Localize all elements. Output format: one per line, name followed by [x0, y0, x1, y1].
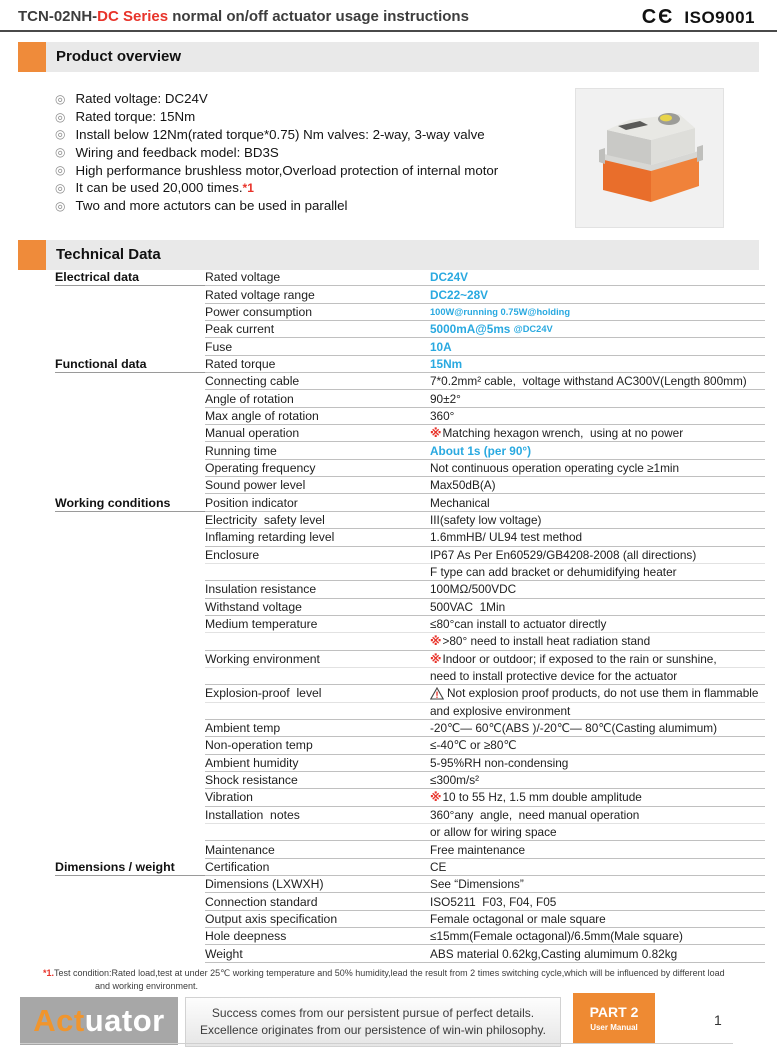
category-cell [55, 529, 205, 546]
table-row [55, 772, 765, 789]
category-cell [55, 893, 205, 910]
value-text: ≤80°can install to actuator directly [430, 617, 607, 632]
category-cell [55, 390, 205, 407]
value-text: @DC24V [513, 324, 553, 335]
value-cell [430, 651, 765, 668]
value-text: Not continuous operation operating cycle ≥1min [430, 460, 680, 475]
slogan-box [185, 997, 561, 1047]
table-row [55, 390, 765, 407]
feature-item [55, 161, 555, 179]
technical-table [55, 269, 765, 963]
value-cell [430, 373, 765, 390]
property-cell: Vibration [205, 789, 430, 806]
table-row [55, 841, 765, 858]
value-text: CE [430, 859, 447, 874]
value-text: ※ [430, 426, 442, 441]
property-cell: Certification [205, 859, 430, 876]
value-text: and explosive environment [430, 703, 571, 718]
warning-icon [430, 687, 444, 700]
ring-bullet-icon: ◎ [55, 163, 66, 178]
value-cell [430, 408, 765, 425]
value-text: 1.6mmHB/ UL94 test method [430, 530, 583, 545]
category-cell [55, 668, 205, 685]
value-text: ≤15mm(Female octagonal)/6.5mm(Male square) [430, 929, 683, 944]
value-cell [430, 928, 765, 945]
table-row [55, 789, 765, 806]
value-text: 360°any angle, need manual operation [430, 807, 640, 822]
feature-item [55, 143, 555, 161]
value-text: See “Dimensions” [430, 877, 524, 892]
value-text: IP67 As Per En60529/GB4208-2008 (all directions) [430, 547, 697, 562]
category-cell [55, 564, 205, 581]
table-row [55, 373, 765, 390]
property-cell: Running time [205, 442, 430, 459]
property-cell: Ambient humidity [205, 755, 430, 772]
property-cell: Weight [205, 945, 430, 962]
table-row [55, 685, 765, 702]
feature-item [55, 90, 555, 108]
part-label: PART 2 [589, 1004, 639, 1020]
feature-text: Rated torque: 15Nm [75, 109, 196, 125]
value-cell [430, 755, 765, 772]
section-title: Product overview [56, 48, 182, 65]
value-text: ※ [430, 651, 442, 666]
table-row [55, 512, 765, 529]
value-text: Mechanical [430, 495, 490, 510]
category-cell [55, 876, 205, 893]
value-cell [430, 477, 765, 494]
category-cell [55, 547, 205, 564]
slogan-line1: Success comes from our persistent pursue of perfect details. [211, 1005, 535, 1020]
category-cell: Working conditions [55, 494, 205, 511]
category-cell [55, 789, 205, 806]
category-cell [55, 408, 205, 425]
property-cell: Peak current [205, 321, 430, 338]
table-row [55, 859, 765, 876]
page-number: 1 [714, 1012, 722, 1028]
category-cell [55, 633, 205, 650]
property-cell: Installation notes [205, 807, 430, 824]
value-cell [430, 772, 765, 789]
value-cell [430, 286, 765, 303]
category-cell [55, 685, 205, 702]
category-cell [55, 945, 205, 962]
property-cell: Inflaming retarding level [205, 529, 430, 546]
category-cell: Dimensions / weight [55, 859, 205, 876]
value-cell [430, 633, 765, 650]
table-row [55, 338, 765, 355]
feature-text: Wiring and feedback model: BD3S [75, 144, 279, 160]
property-cell: Working environment [205, 651, 430, 668]
value-text: ≤-40℃ or ≥80℃ [430, 738, 517, 753]
property-cell: Connection standard [205, 893, 430, 910]
property-cell: Explosion-proof level [205, 685, 430, 702]
value-text: >80° need to install heat radiation stand [442, 634, 651, 649]
value-text: -20℃— 60℃(ABS )/-20℃— 80℃(Casting alumimum) [430, 721, 718, 736]
feature-text: Install below 12Nm(rated torque*0.75) Nm valves: 2-way, 3-way valve [75, 126, 485, 142]
part-sublabel: User Manual [590, 1023, 638, 1032]
property-cell: Rated voltage [205, 269, 430, 286]
category-cell [55, 911, 205, 928]
property-cell: Hole deepness [205, 928, 430, 945]
category-cell [55, 581, 205, 598]
footnote-marker: *1. [43, 968, 55, 978]
value-text: ≤300m/s² [430, 773, 480, 788]
table-row [55, 460, 765, 477]
category-cell [55, 425, 205, 442]
feature-item [55, 197, 555, 215]
category-cell [55, 477, 205, 494]
value-text: ISO5211 F03, F04, F05 [430, 894, 557, 909]
actuator-image [585, 98, 715, 218]
value-text: or allow for wiring space [430, 825, 557, 840]
table-row [55, 720, 765, 737]
orange-square-icon [18, 42, 46, 72]
table-row [55, 408, 765, 425]
value-text: 500VAC 1Min [430, 599, 506, 614]
table-row [55, 477, 765, 494]
ring-bullet-icon: ◎ [55, 180, 66, 195]
category-cell [55, 460, 205, 477]
table-row [55, 529, 765, 546]
value-cell [430, 564, 765, 581]
value-cell [430, 599, 765, 616]
category-cell [55, 442, 205, 459]
table-row [55, 703, 765, 720]
value-text: ABS material 0.62kg,Casting alumimum 0.82kg [430, 946, 678, 961]
table-row [55, 755, 765, 772]
value-text: 100W@running 0.75W@holding [430, 306, 571, 317]
value-cell [430, 841, 765, 858]
footnote-line1: *1.Test condition:Rated load,test at under 25℃ working temperature and 50% humidity,lead the result from 2 times switching cycle,which will be influenced by different load [43, 968, 725, 978]
value-cell [430, 390, 765, 407]
property-cell: Shock resistance [205, 772, 430, 789]
value-text: 5-95%RH non-condensing [430, 755, 569, 770]
value-cell [430, 945, 765, 962]
value-text: need to install protective device for the actuator [430, 669, 678, 684]
category-cell [55, 737, 205, 754]
property-cell: Dimensions (LXWXH) [205, 876, 430, 893]
value-cell [430, 668, 765, 685]
property-cell: Output axis specification [205, 911, 430, 928]
value-cell [430, 720, 765, 737]
table-row [55, 616, 765, 633]
value-text: 10A [430, 339, 452, 354]
table-row [55, 911, 765, 928]
table-row [55, 945, 765, 962]
feature-text: Two and more actutors can be used in parallel [75, 198, 348, 214]
table-row [55, 807, 765, 824]
value-text: Free maintenance [430, 842, 526, 857]
footnote [43, 967, 758, 993]
value-cell [430, 737, 765, 754]
value-cell [430, 269, 765, 286]
value-cell [430, 911, 765, 928]
footer-divider [20, 1043, 733, 1044]
value-cell [430, 356, 765, 373]
property-cell: Power consumption [205, 304, 430, 321]
value-cell [430, 321, 765, 338]
value-text: DC24V [430, 270, 469, 285]
category-cell [55, 841, 205, 858]
value-cell [430, 789, 765, 806]
property-cell: Ambient temp [205, 720, 430, 737]
feature-item [55, 126, 555, 144]
category-cell [55, 720, 205, 737]
category-cell [55, 338, 205, 355]
property-cell: Fuse [205, 338, 430, 355]
value-text: 15Nm [430, 356, 463, 371]
table-row [55, 876, 765, 893]
feature-list [55, 90, 555, 215]
value-cell [430, 425, 765, 442]
value-cell [430, 512, 765, 529]
table-row [55, 425, 765, 442]
category-cell [55, 772, 205, 789]
table-row [55, 651, 765, 668]
certification-marks [642, 6, 755, 29]
section-title: Technical Data [56, 246, 161, 263]
property-cell: Rated voltage range [205, 286, 430, 303]
category-cell [55, 807, 205, 824]
value-cell [430, 338, 765, 355]
property-cell: Insulation resistance [205, 581, 430, 598]
table-row [55, 633, 765, 650]
property-cell: Rated torque [205, 356, 430, 373]
property-cell: Operating frequency [205, 460, 430, 477]
table-row [55, 442, 765, 459]
value-text: About 1s (per 90°) [430, 443, 532, 458]
value-cell [430, 876, 765, 893]
value-text: 100MΩ/500VDC [430, 582, 517, 597]
value-text: 360° [430, 408, 455, 423]
value-cell [430, 616, 765, 633]
value-text: DC22~28V [430, 287, 489, 302]
value-text: Matching hexagon wrench, using at no power [442, 426, 684, 441]
value-text: III(safety low voltage) [430, 512, 542, 527]
value-cell [430, 824, 765, 841]
product-photo [575, 88, 724, 228]
feature-item [55, 179, 555, 197]
category-cell: Electrical data [55, 269, 205, 286]
footnote-line2: and working environment. [95, 981, 199, 992]
iso9001-label: ISO9001 [684, 7, 755, 27]
property-cell: Medium temperature [205, 616, 430, 633]
property-cell: Non-operation temp [205, 737, 430, 754]
value-text: Max50dB(A) [430, 478, 496, 493]
value-cell [430, 494, 765, 511]
value-cell [430, 581, 765, 598]
value-cell [430, 859, 765, 876]
ce-mark-icon: CЄ [641, 6, 675, 28]
category-cell [55, 824, 205, 841]
part-badge [573, 993, 655, 1043]
category-cell [55, 304, 205, 321]
category-cell [55, 616, 205, 633]
ring-bullet-icon: ◎ [55, 127, 66, 142]
property-cell: Position indicator [205, 494, 430, 511]
property-cell: Angle of rotation [205, 390, 430, 407]
table-row [55, 269, 765, 286]
series-highlight: DC Series [97, 8, 169, 25]
footnote-ref: *1 [242, 180, 254, 195]
category-cell [55, 321, 205, 338]
table-row [55, 547, 765, 564]
property-cell: Max angle of rotation [205, 408, 430, 425]
property-cell: Manual operation [205, 425, 430, 442]
category-cell [55, 286, 205, 303]
value-cell [430, 685, 765, 702]
value-text: ※ [430, 634, 442, 649]
value-cell [430, 529, 765, 546]
property-cell: Maintenance [205, 841, 430, 858]
table-row [55, 928, 765, 945]
category-cell [55, 512, 205, 529]
section-technical-data [18, 240, 759, 270]
table-row [55, 564, 765, 581]
brand-logo: Act uator [20, 997, 178, 1045]
category-cell [55, 755, 205, 772]
header-divider [0, 30, 777, 32]
property-cell [205, 824, 430, 841]
value-text: 7*0.2mm² cable, voltage withstand AC300V(Length 800mm) [430, 374, 747, 389]
feature-item [55, 108, 555, 126]
value-cell [430, 442, 765, 459]
property-cell: Enclosure [205, 547, 430, 564]
category-cell [55, 651, 205, 668]
property-cell [205, 633, 430, 650]
page-title: TCN-02NH-DC Series normal on/off actuator usage instructions [18, 8, 469, 25]
value-text: Indoor or outdoor; if exposed to the rain or sunshine, [442, 651, 717, 666]
table-row [55, 321, 765, 338]
category-cell [55, 703, 205, 720]
table-row [55, 581, 765, 598]
value-cell [430, 460, 765, 477]
property-cell [205, 668, 430, 685]
orange-square-icon [18, 240, 46, 270]
table-row [55, 286, 765, 303]
feature-text: Rated voltage: DC24V [75, 91, 208, 107]
category-cell [55, 928, 205, 945]
table-row [55, 304, 765, 321]
ring-bullet-icon: ◎ [55, 109, 66, 124]
value-text: ※ [430, 790, 442, 805]
table-row [55, 599, 765, 616]
property-cell: Sound power level [205, 477, 430, 494]
property-cell: Withstand voltage [205, 599, 430, 616]
section-product-overview [18, 42, 759, 72]
value-cell [430, 807, 765, 824]
value-text: 5000mA@5ms [430, 322, 514, 337]
ring-bullet-icon: ◎ [55, 145, 66, 160]
ring-bullet-icon: ◎ [55, 198, 66, 213]
table-row [55, 824, 765, 841]
table-row [55, 668, 765, 685]
table-row [55, 893, 765, 910]
property-cell: Electricity safety level [205, 512, 430, 529]
table-row [55, 494, 765, 511]
value-cell [430, 547, 765, 564]
table-row [55, 356, 765, 373]
category-cell [55, 373, 205, 390]
value-text: Female octagonal or male square [430, 911, 606, 926]
value-cell [430, 893, 765, 910]
feature-text: High performance brushless motor,Overload protection of internal motor [75, 162, 499, 178]
slogan-line2: Excellence originates from our persistence of win-win philosophy. [200, 1023, 546, 1037]
table-row [55, 737, 765, 754]
value-text: 90±2° [430, 391, 461, 406]
property-cell [205, 703, 430, 720]
ring-bullet-icon: ◎ [55, 91, 66, 106]
value-text: Not explosion proof products, do not use them in flammable [447, 686, 759, 701]
value-text: 10 to 55 Hz, 1.5 mm double amplitude [442, 790, 642, 805]
property-cell [205, 564, 430, 581]
category-cell [55, 599, 205, 616]
value-cell [430, 703, 765, 720]
property-cell: Connecting cable [205, 373, 430, 390]
value-text: F type can add bracket or dehumidifying heater [430, 565, 677, 580]
feature-text: It can be used 20,000 times. [75, 180, 243, 196]
category-cell: Functional data [55, 356, 205, 373]
value-cell [430, 304, 765, 321]
